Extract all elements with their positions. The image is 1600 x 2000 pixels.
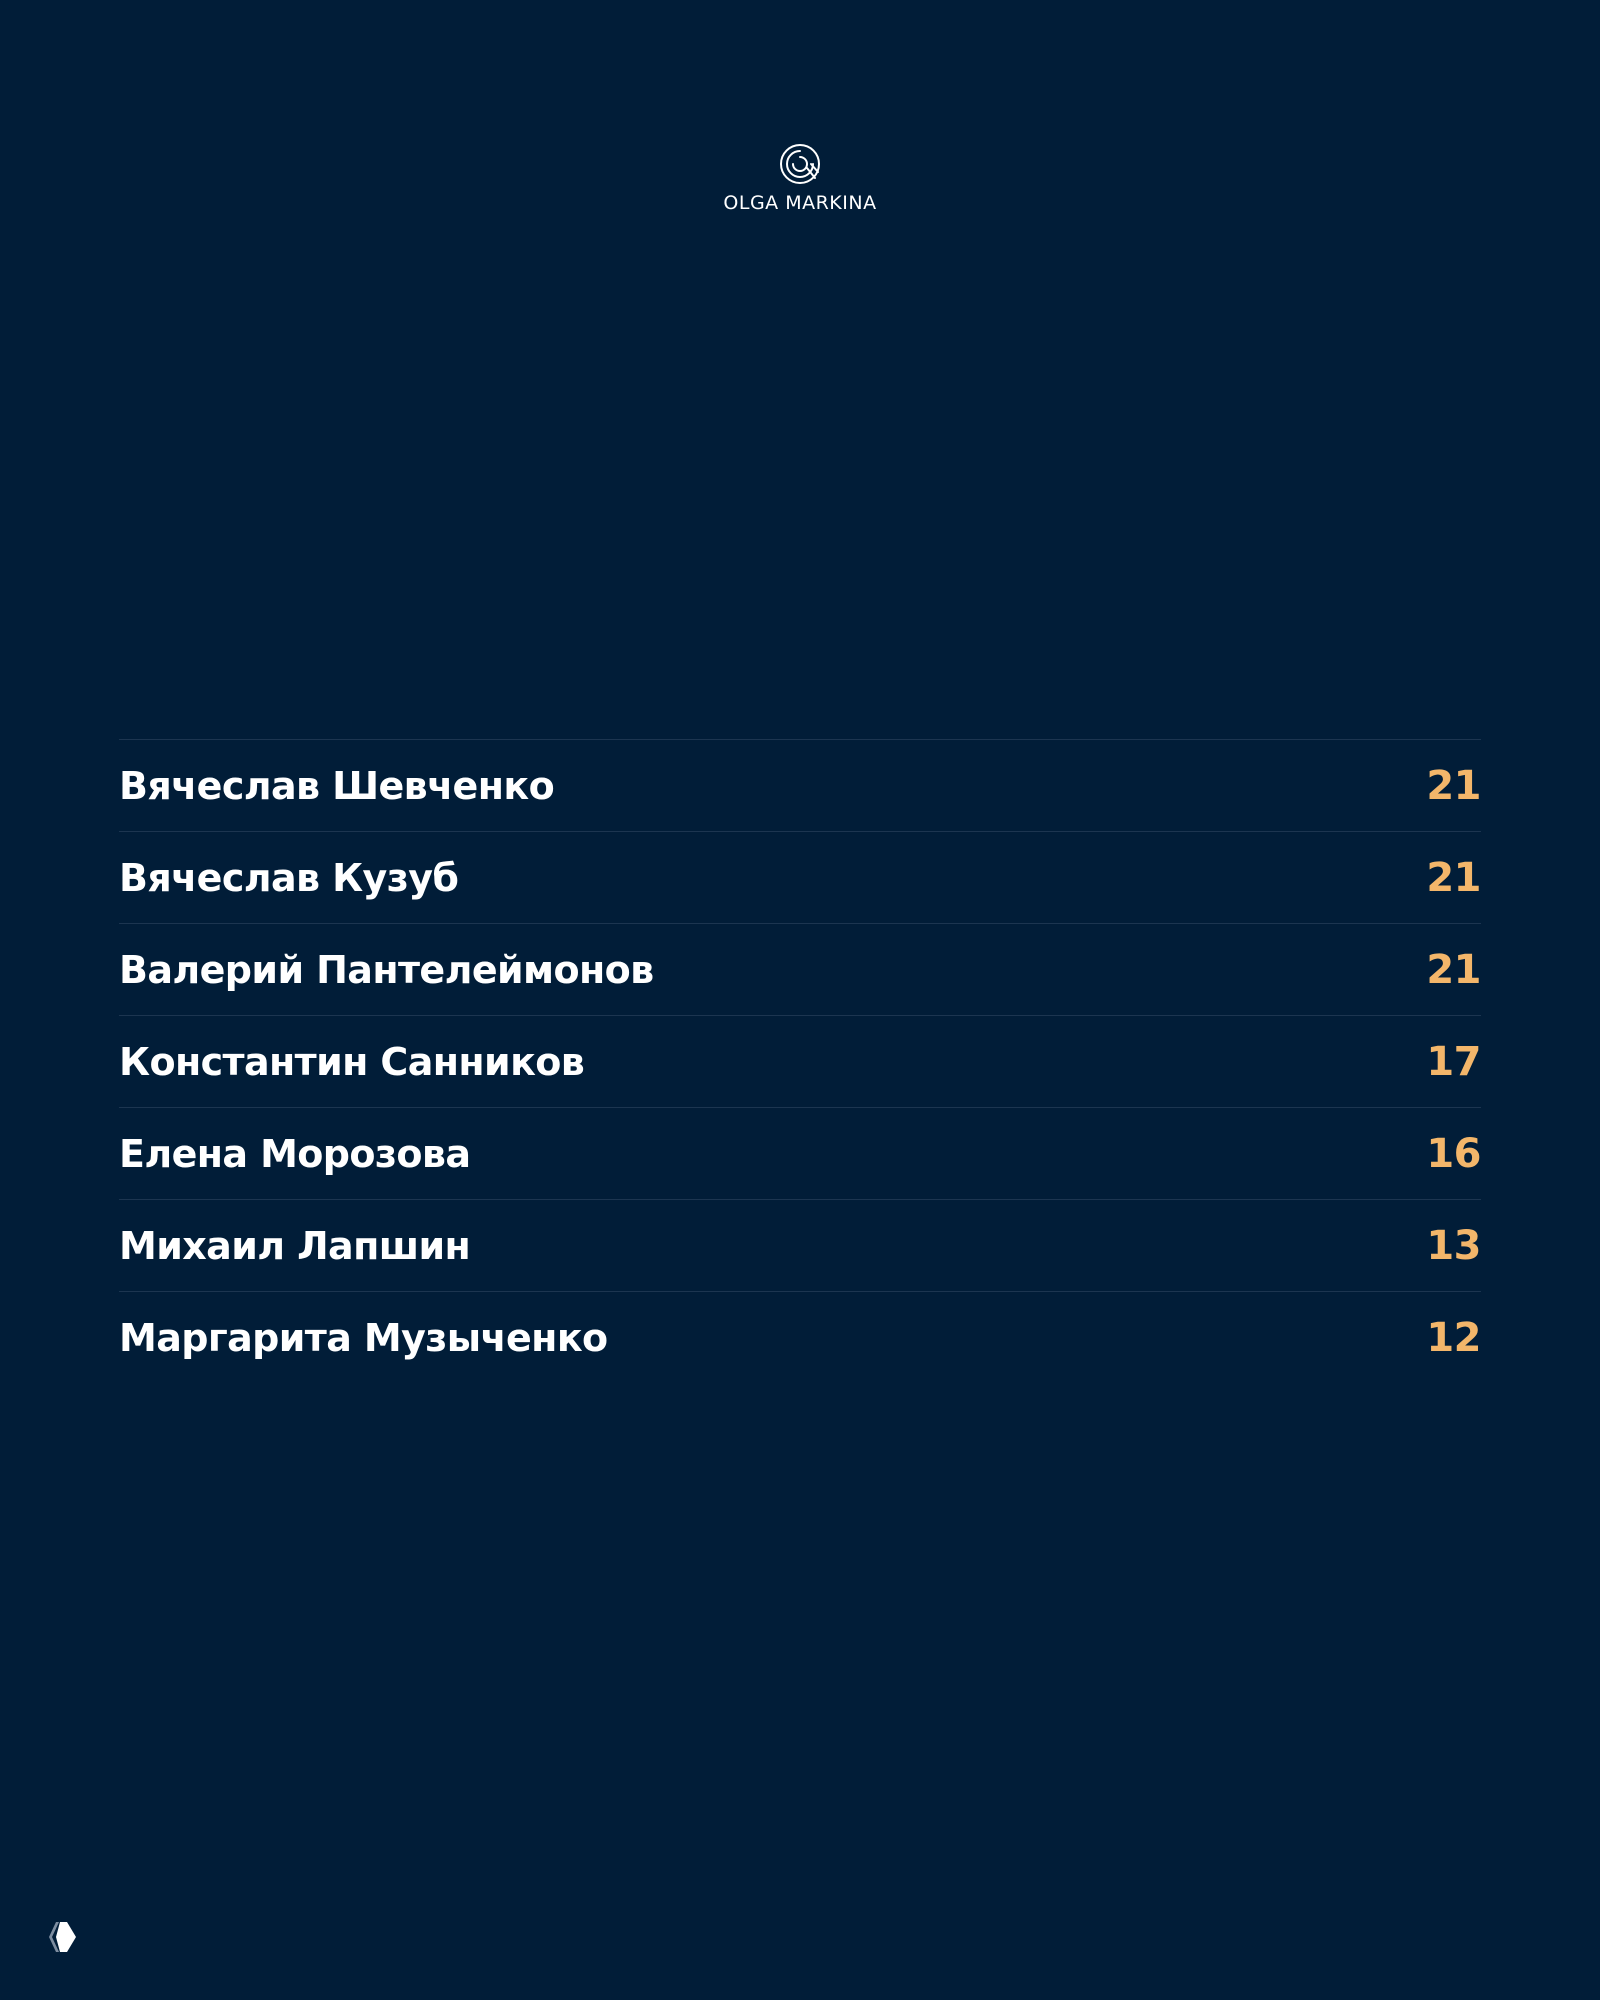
list-item [119, 1292, 1481, 1383]
participant-count: 12 [1426, 1314, 1481, 1361]
list-item [119, 924, 1481, 1016]
list-item [119, 1200, 1481, 1292]
brand-logo [0, 142, 1600, 214]
participant-name: Михаил Лапшин [119, 1223, 471, 1268]
participant-name: Елена Морозова [119, 1131, 471, 1176]
participant-list [119, 739, 1481, 1383]
participant-name: Вячеслав Шевченко [119, 763, 555, 808]
participant-count: 21 [1426, 946, 1481, 993]
participant-name: Валерий Пантелеймонов [119, 947, 654, 992]
participant-count: 13 [1426, 1222, 1481, 1269]
participant-count: 17 [1426, 1038, 1481, 1085]
participant-count: 21 [1426, 854, 1481, 901]
list-item [119, 740, 1481, 832]
diamond-mark-icon [48, 1920, 80, 1954]
participant-name: Константин Санников [119, 1039, 585, 1084]
brand-name: OLGA MARKINA [723, 192, 877, 214]
participant-count: 21 [1426, 762, 1481, 809]
participant-count: 16 [1426, 1130, 1481, 1177]
participant-name: Маргарита Музыченко [119, 1315, 608, 1360]
participant-name: Вячеслав Кузуб [119, 855, 459, 900]
swirl-icon [778, 142, 822, 186]
list-item [119, 832, 1481, 924]
list-item [119, 1016, 1481, 1108]
list-item [119, 1108, 1481, 1200]
